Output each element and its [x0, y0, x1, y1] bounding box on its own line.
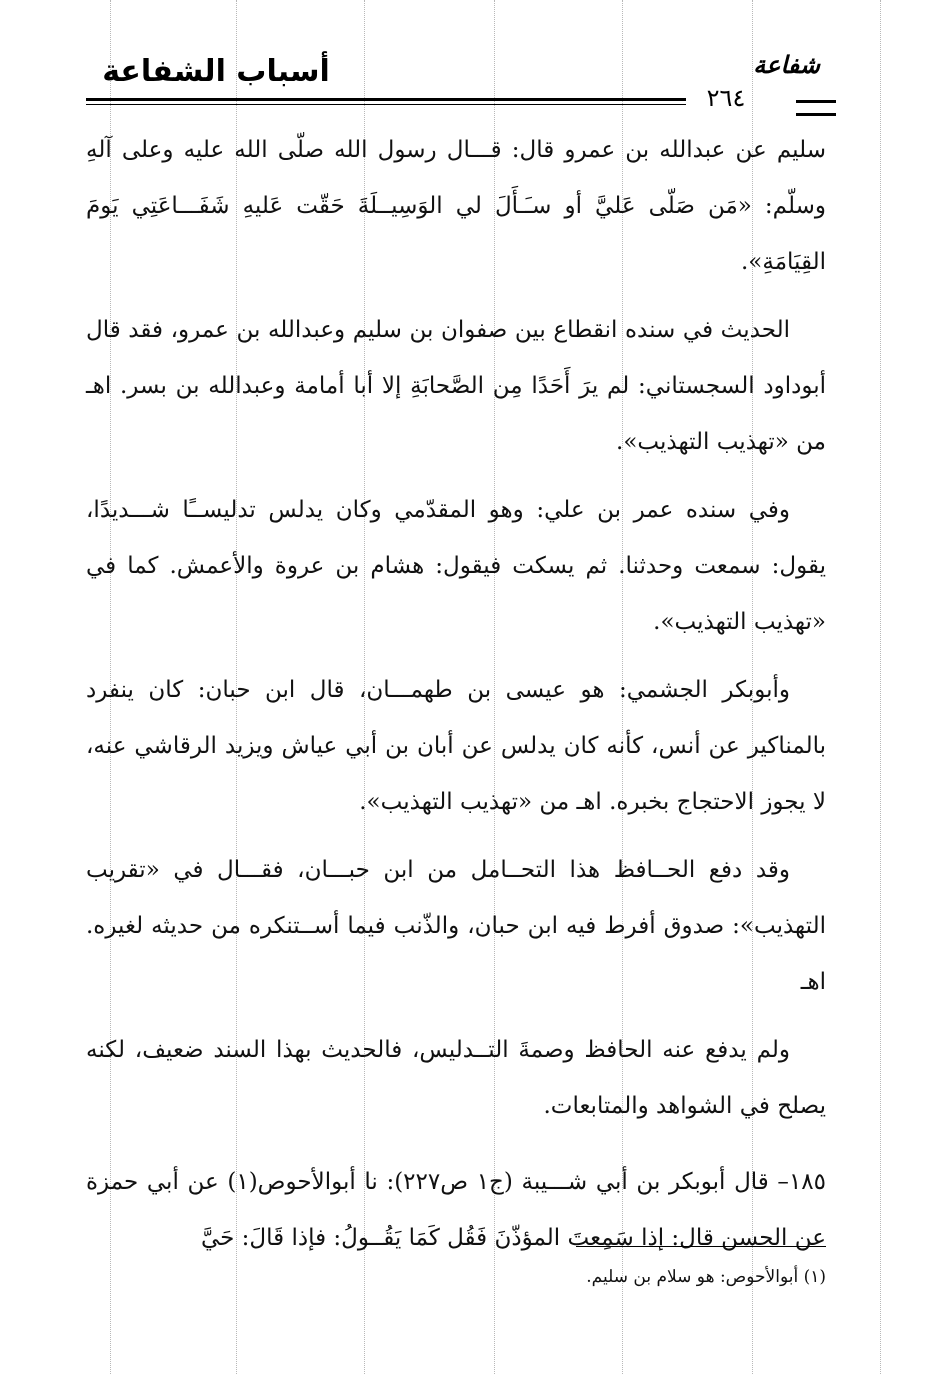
header-rule [86, 98, 686, 105]
book-page [86, 30, 826, 1350]
running-title: أسباب الشفاعة [102, 54, 330, 89]
paragraph-4: وأبوبكر الجشمي: هو عيسى بن طهمـــان، قال ابن حبان: كان ينفرد بالمناكير عن أنس، كأنه كان يدلس عن أبان بن أبي عياش ويزيد الرقاشي عنه، لا يجوز الاحتجاج بخبره. اهـ من «تهذيب التهذيب». [86, 677, 826, 815]
page-number: ٢٦٤ [706, 84, 746, 112]
paragraph-5: وقد دفع الحــافظ هذا التحــامل من ابن حبـــان، فقـــال في «تقريب التهذيب»: صدوق أفرط فيه ابن حبان، والذّنب فيما أســتنكره من حديثه لغيره. اهـ [86, 857, 826, 995]
header-ornament [796, 100, 836, 116]
book-logo: شفاعة [753, 50, 820, 79]
paragraph-2: الحديث في سنده انقطاع بين صفوان بن سليم وعبدالله بن عمرو، فقد قال أبوداود السجستاني: لم يرَ أَحَدًا مِن الصَّحابَةِ إلا أبا أمامة وعبدالله بن بسر. اهـ من «تهذيب التهذيب». [86, 317, 826, 455]
paragraph-1: سليم عن عبدالله بن عمرو قال: قـــال رسول الله صلّى الله عليه وعلى آلهِ وسلّم: «مَن صَلّى عَليَّ أو سـَـأَلَ لي الوَسِيــلَةَ حَقّت عَليهِ شَفَـــاعَتِي يَومَ القِيَامَةِ». [86, 137, 826, 275]
grid-line [880, 0, 881, 1374]
paragraph-3: وفي سنده عمر بن علي: وهو المقدّمي وكان يدلس تدليســًا شـــديدًا، يقول: سمعت وحدثنا. ثم يسكت فيقول: هشام بن عروة والأعمش. كما في «تهذيب التهذيب». [86, 497, 826, 635]
paragraph-6: ولم يدفع عنه الحافظ وصمةَ التــدليس، فالحديث بهذا السند ضعيف، لكنه يصلح في الشواهد والمتابعات. [86, 1037, 826, 1119]
footnote: (١) أبوالأحوص: هو سلام بن سليم. [586, 1267, 826, 1287]
main-text [86, 122, 826, 1278]
hadith-185: ١٨٥– قال أبوبكر بن أبي شـــيبة (ج١ ص٢٢٧): نا أبوالأحوص(١) عن أبي حمزة عن الحسن قال: إذا سَمِعتَ المؤذّنَ فَقُل كَمَا يَقُــولُ: فإذا قَالَ: حَيَّ [86, 1169, 826, 1251]
footnote-divider [576, 1246, 826, 1247]
page-header [86, 40, 826, 120]
